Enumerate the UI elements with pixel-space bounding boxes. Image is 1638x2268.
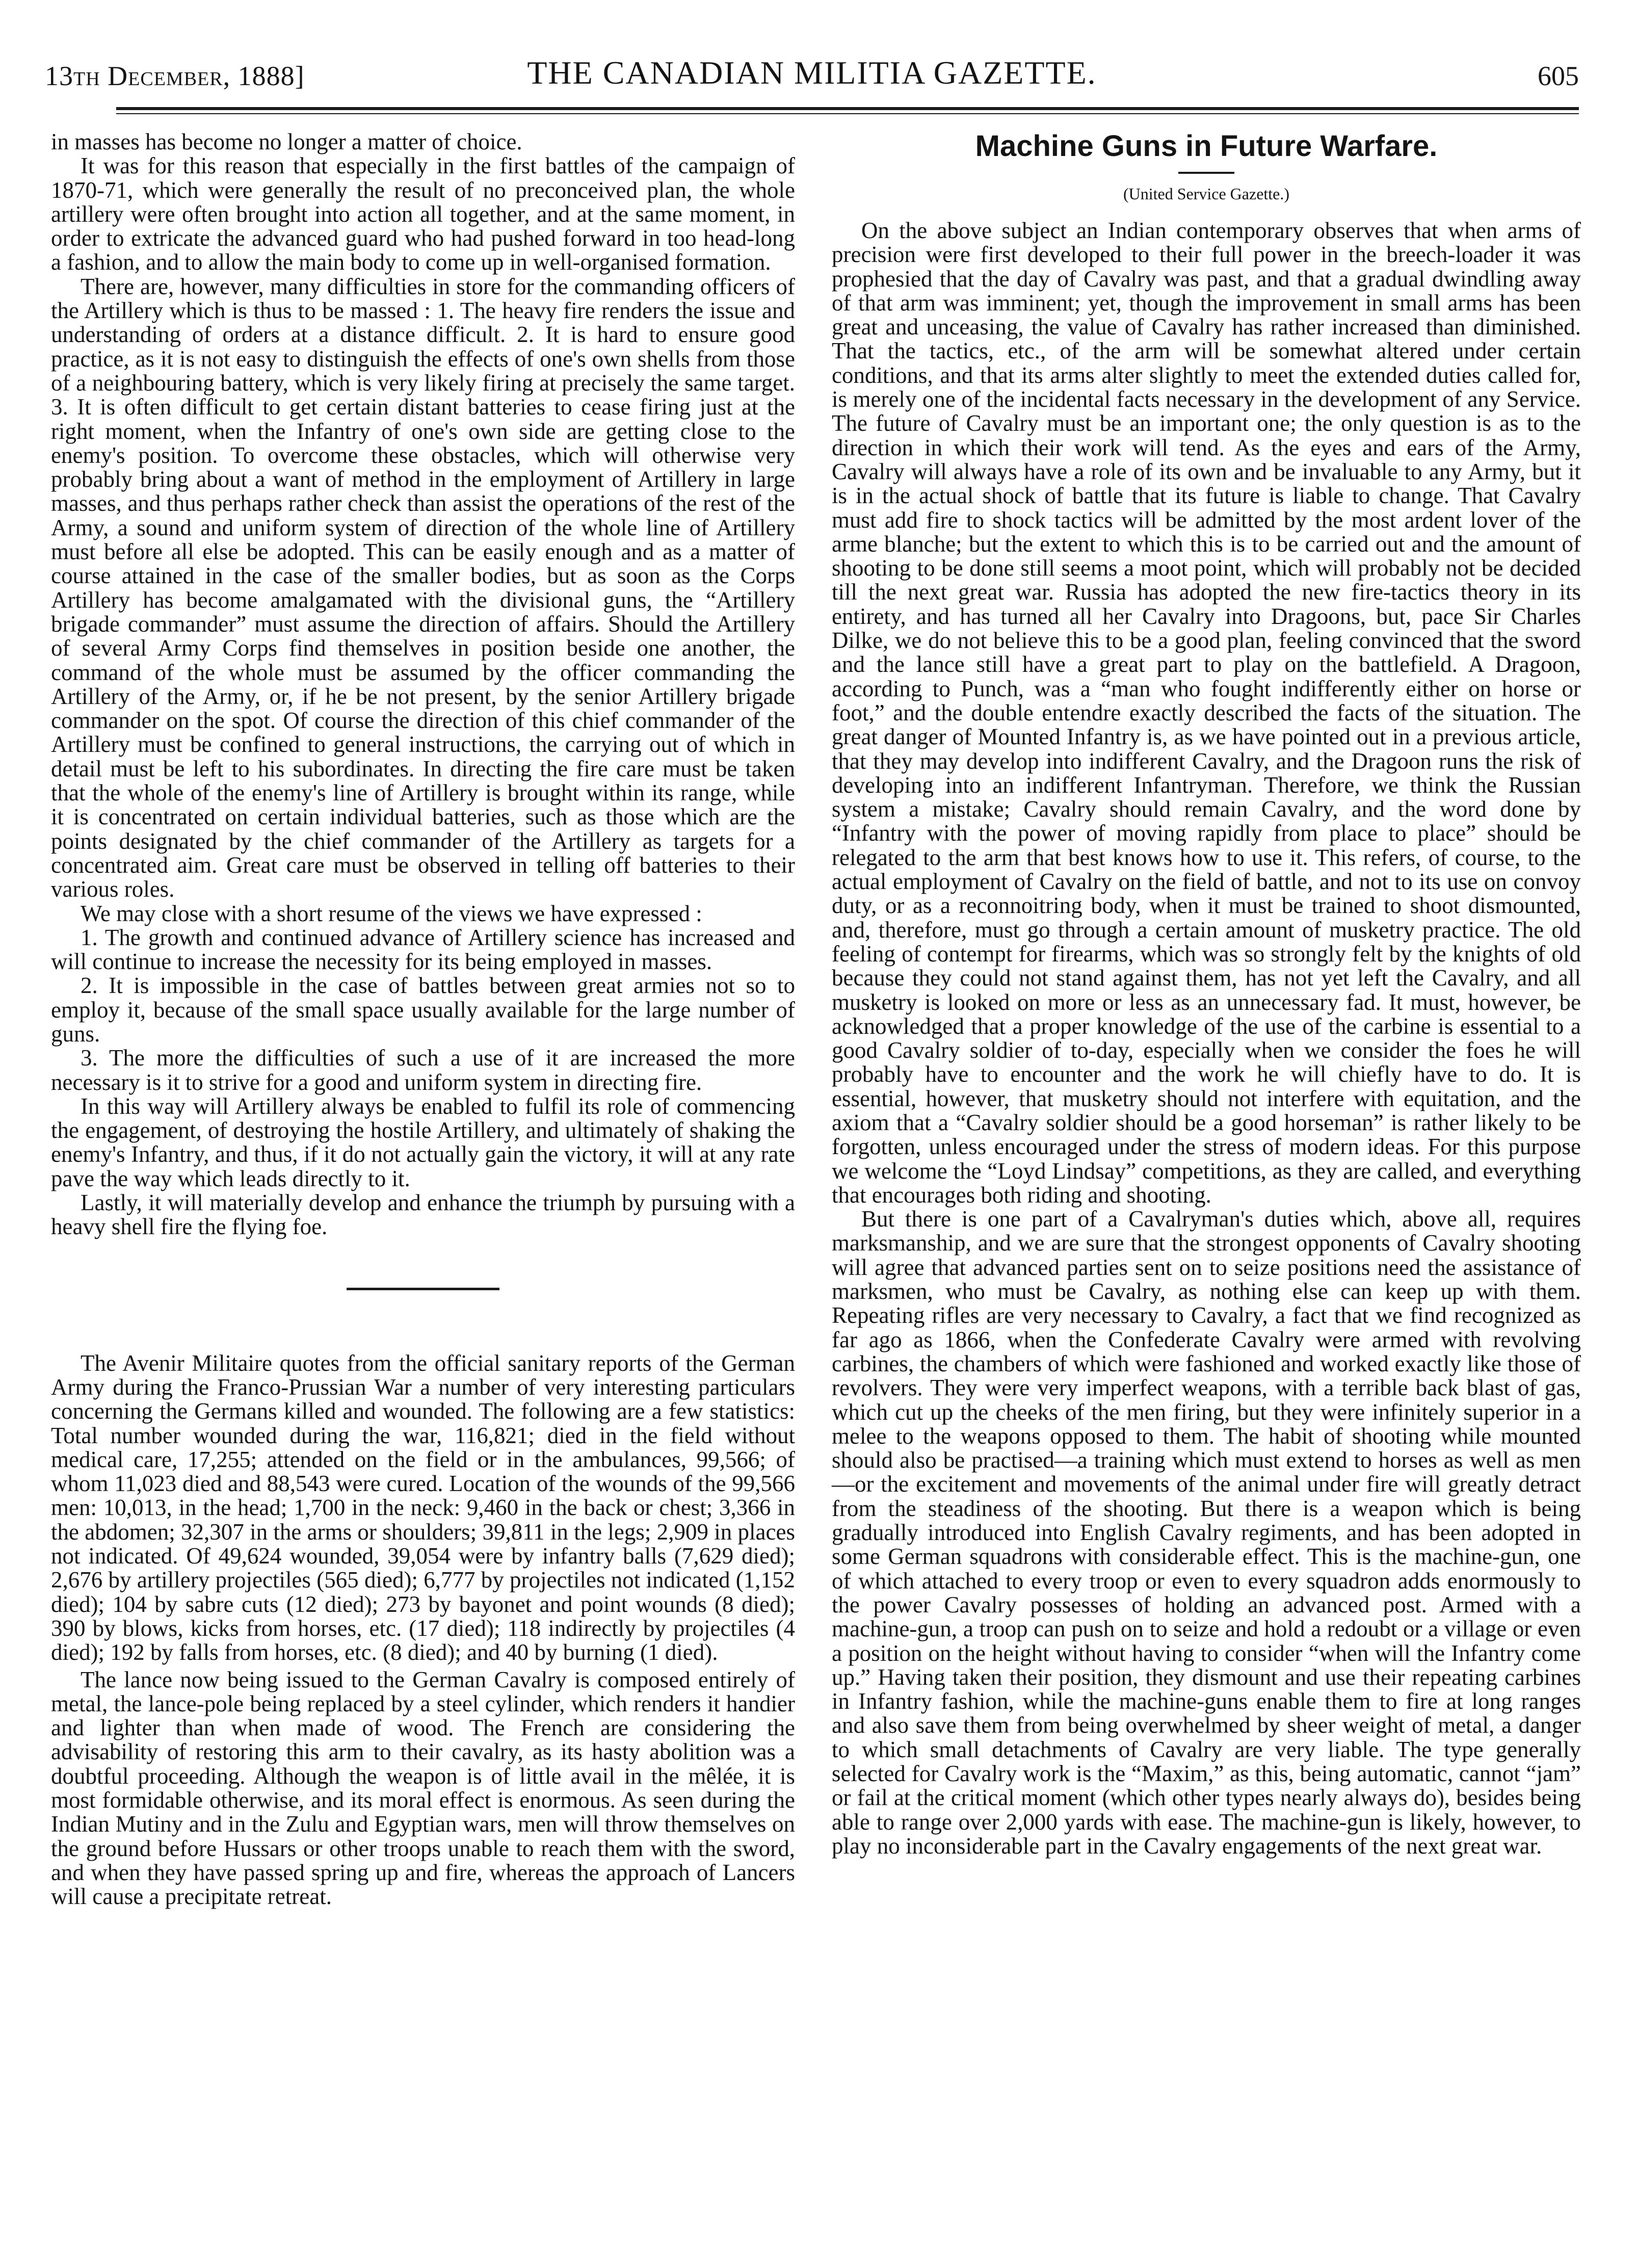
paragraph: We may close with a short resume of the views we have expressed :: [81, 900, 702, 926]
header-rule: [116, 107, 1579, 110]
paragraph: But there is one part of a Cavalryman's duties which, above all, requires marksmanship, and we are sure that the strongest opponents of Cavalry shooting will agree that advanced parties sent on to seize positions need the assistance of marksmen, who must be Cavalry, as nothing else can keep up with them. Repeating rifles are very necessary to Cavalry, a fact that we find recognized as far ago as 1866, when the Confederate Cavalry were armed with revolving carbines, the chambers of which were fashioned and worked exactly like those of revolvers. They were very imperfect weapons, with a terrible back blast of gas, which cut up the cheeks of the men firing, but they were infinitely superior in a melee to the weapons opposed to them. The habit of shooting while mounted should also be practised—a training which must extend to horses as well as men—or the excitement and movements of the animal under fire will greatly detract from the steadiness of the shooting. But there is a weapon which is being gradually introduced into English Cavalry regiments, and has been adopted in some German squadrons with considerable effect. This is the machine-gun, one of which attached to every troop or even to every squadron adds enormously to the power Cavalry possesses of holding an advanced post. Armed with a machine-gun, a troop can push on to seize and hold a redoubt or a village or even a position on the height without having to consider “when will the Infantry come up.” Having taken their position, they dismount and use their repeating carbines in Infantry fashion, while the machine-guns enable them to fire at long ranges and also save them from being overwhelmed by sheer weight of metal, a danger to which small detachments of Cavalry are very liable. The type generally selected for Cavalry work is the “Maxim,” as this, being automatic, cannot “jam” or fail at the critical moment (which other types nearly always do), besides being able to range over 2,000 yards with ease. The machine-gun is likely, however, to play no inconsiderable part in the Cavalry engagements of the next great war.: [832, 1206, 1581, 1859]
paragraph: 2. It is impossible in the case of battles between great armies not so to employ it, because of the small space usually available for the large number of guns.: [51, 973, 795, 1047]
article-source: (United Service Gazette.): [1123, 185, 1290, 203]
page-number: 605: [1538, 61, 1579, 91]
left-column: [51, 130, 795, 1909]
paragraph: Lastly, it will materially develop and enhance the triumph by pursuing with a heavy shell fire the flying foe.: [51, 1190, 795, 1240]
paragraph: The lance now being issued to the German Cavalry is composed entirely of metal, the lance-pole being replaced by a steel cylinder, which renders it handier and lighter than when made of wood. The French are considering the advisability of restoring this arm to their cavalry, as its hasty abolition was a doubtful proceeding. Although the weapon is of little avail in the mêlée, it is most formidable otherwise, and its moral effect is enormous. As seen during the Indian Mutiny and in the Zulu and Egyptian wars, men will throw themselves on the ground before Hussars or other troops unable to reach them with the sword, and when they have passed spring up and fire, whereas the approach of Lancers will cause a precipitate retreat.: [51, 1666, 795, 1910]
paragraph: It was for this reason that especially in the first battles of the campaign of 1870-71, which were generally the result of no preconceived plan, the whole artillery were often brought into action all together, and at the same moment, in order to extricate the advanced guard who had pushed forward in too head-long a fashion, and to allow the main body to come up in well-organised formation.: [51, 153, 795, 275]
title-rule: [1178, 172, 1234, 174]
paragraph: There are, however, many difficulties in store for the commanding officers of the Artillery which is thus to be massed : 1. The heavy fire renders the issue and understanding of orders at a distance difficult. 2. It is hard to ensure good practice, as it is not easy to distinguish the effects of one's own shells from those of a neighbouring battery, which is very likely firing at precisely the same target. 3. It is often difficult to get certain distant batteries to cease firing just at the right moment, when the Infantry of one's own side are getting close to the enemy's position. To overcome these obstacles, which will otherwise very probably bring about a want of method in the employment of Artillery in large masses, and thus perhaps rather check than assist the operations of the rest of the Army, a sound and uniform system of direction of the whole line of Artillery must before all else be adopted. This can be easily enough and as a matter of course attained in the case of the smaller bodies, but as soon as the Corps Artillery has become amalgamated with the divisional guns, the “Artillery brigade commander” must assume the direction of affairs. Should the Artillery of several Army Corps find themselves in position beside one another, the command of the whole must be assumed by the officer commanding the Artillery of the Army, or, if he be not present, by the senior Artillery brigade commander on the spot. Of course the direction of this chief commander of the Artillery must be confined to general instructions, the carrying out of which in detail must be left to his subordinates. In directing the fire care must be taken that the whole of the enemy's line of Artillery is brought within its range, while it is concentrated on certain individual batteries, such as those which are the points designated by the chief commander of the Artillery as targets for a concentrated aim. Great care must be observed in telling off batteries to their various roles.: [51, 273, 795, 902]
page-header: [45, 51, 1579, 92]
article-title: Machine Guns in Future Warfare.: [975, 129, 1438, 163]
section-separator: [347, 1288, 499, 1290]
paragraph: The Avenir Militaire quotes from the official sanitary reports of the German Army during the Franco-Prussian War a number of very interesting particulars concerning the Germans killed and wounded. The following are a few statistics: Total number wounded during the war, 116,821; died in the field without medical care, 17,255; attended on the field or in the ambulances, 99,566; of whom 11,023 died and 88,543 were cured. Location of the wounds of the 99,566 men: 10,013, in the head; 1,700 in the neck: 9,460 in the back or chest; 3,366 in the abdomen; 32,307 in the arms or shoulders; 39,811 in the legs; 2,909 in places not indicated. Of 49,624 wounded, 39,054 were by infantry balls (7,629 died); 2,676 by artillery projectiles (565 died); 6,777 by projectiles not indicated (1,152 died); 104 by sabre cuts (12 died); 273 by bayonet and point wounds (8 died); 390 by blows, kicks from horses, etc. (17 died); 118 indirectly by projectiles (4 died); 192 by falls from horses, etc. (8 died); and 40 by burning (1 died).: [51, 1350, 795, 1665]
paragraph: in masses has become no longer a matter of choice.: [51, 129, 522, 154]
paragraph: On the above subject an Indian contemporary observes that when arms of precision were first developed to their full power in the breech-loader it was prophesied that the day of Cavalry was past, and that a gradual dwindling away of that arm was imminent; yet, though the improvement in small arms has been great and unceasing, the value of Cavalry has rather increased than diminished. That the tactics, etc., of the arm will be somewhat altered under certain conditions, and that its arms alter slightly to meet the extended duties called for, is merely one of the incidental facts necessary in the development of any Service. The future of Cavalry must be an important one; the only question is as to the direction in which their work will tend. As the eyes and ears of the Army, Cavalry will always have a role of its own and be invaluable to any Army, but it is in the actual shock of battle that its future is liable to change. That Cavalry must add fire to shock tactics will be admitted by the most ardent lover of the arme blanche; but the extent to which this is to be carried out and the amount of shooting to be done still seems a moot point, which will probably not be decided till the next great war. Russia has adopted the new fire-tactics theory in its entirety, and has turned all her Cavalry into Dragoons, but, pace Sir Charles Dilke, we do not believe this to be a good plan, feeling convinced that the sword and the lance still have a great part to play on the battlefield. A Dragoon, according to Punch, was a “man who fought indifferently either on horse or foot,” and the double entendre exactly described the facts of the situation. The great danger of Mounted Infantry is, as we have pointed out in a previous article, that they may develop into indifferent Cavalry, and the Dragoon runs the risk of developing into an indifferent Infantryman. Therefore, we think the Russian system a mistake; Cavalry should remain Cavalry, and the word done by “Infantry with the power of moving rapidly from place to place” should be relegated to the arm that best knows how to use it. This refers, of course, to the actual employment of Cavalry on the field of battle, and not to its use on convoy duty, or as a reconnoitring body, when it must be trained to shoot dismounted, and, therefore, must go through a certain amount of musketry practice. The old feeling of contempt for firearms, which was so strongly felt by the knights of old because they could not stand against them, has not yet left the Cavalry, and all musketry is looked on more or less as an unnecessary fad. It must, however, be acknowledged that a proper knowledge of the use of the carbine is essential to a good Cavalry soldier of to-day, especially when we consider the foes he will probably have to encounter and the work he will chiefly have to do. It is essential, however, that musketry should not interfere with equitation, and the axiom that a “Cavalry soldier should be a good horseman” is rather likely to be forgotten, unless encouraged under the stress of modern ideas. For this purpose we welcome the “Loyd Lindsay” competitions, as they are called, and everything that encourages both riding and shooting.: [832, 218, 1581, 1208]
paragraph: In this way will Artillery always be enabled to fulfil its role of commencing the engagement, of destroying the hostile Artillery, and ultimately of shaking the enemy's Infantry, and thus, if it do not actually gain the victory, it will at any rate pave the way which leads directly to it.: [51, 1093, 795, 1191]
paragraph: 1. The growth and continued advance of Artillery science has increased and will continue to increase the necessity for its being employed in masses.: [51, 924, 795, 975]
header-rule-thin: [116, 113, 1579, 114]
publication-title: THE CANADIAN MILITIA GAZETTE.: [527, 55, 1097, 91]
right-column: [832, 130, 1581, 1858]
issue-date: 13th December, 1888]: [45, 61, 305, 91]
paragraph: 3. The more the difficulties of such a use of it are increased the more necessary is it to strive for a good and uniform system in directing fire.: [51, 1045, 795, 1095]
